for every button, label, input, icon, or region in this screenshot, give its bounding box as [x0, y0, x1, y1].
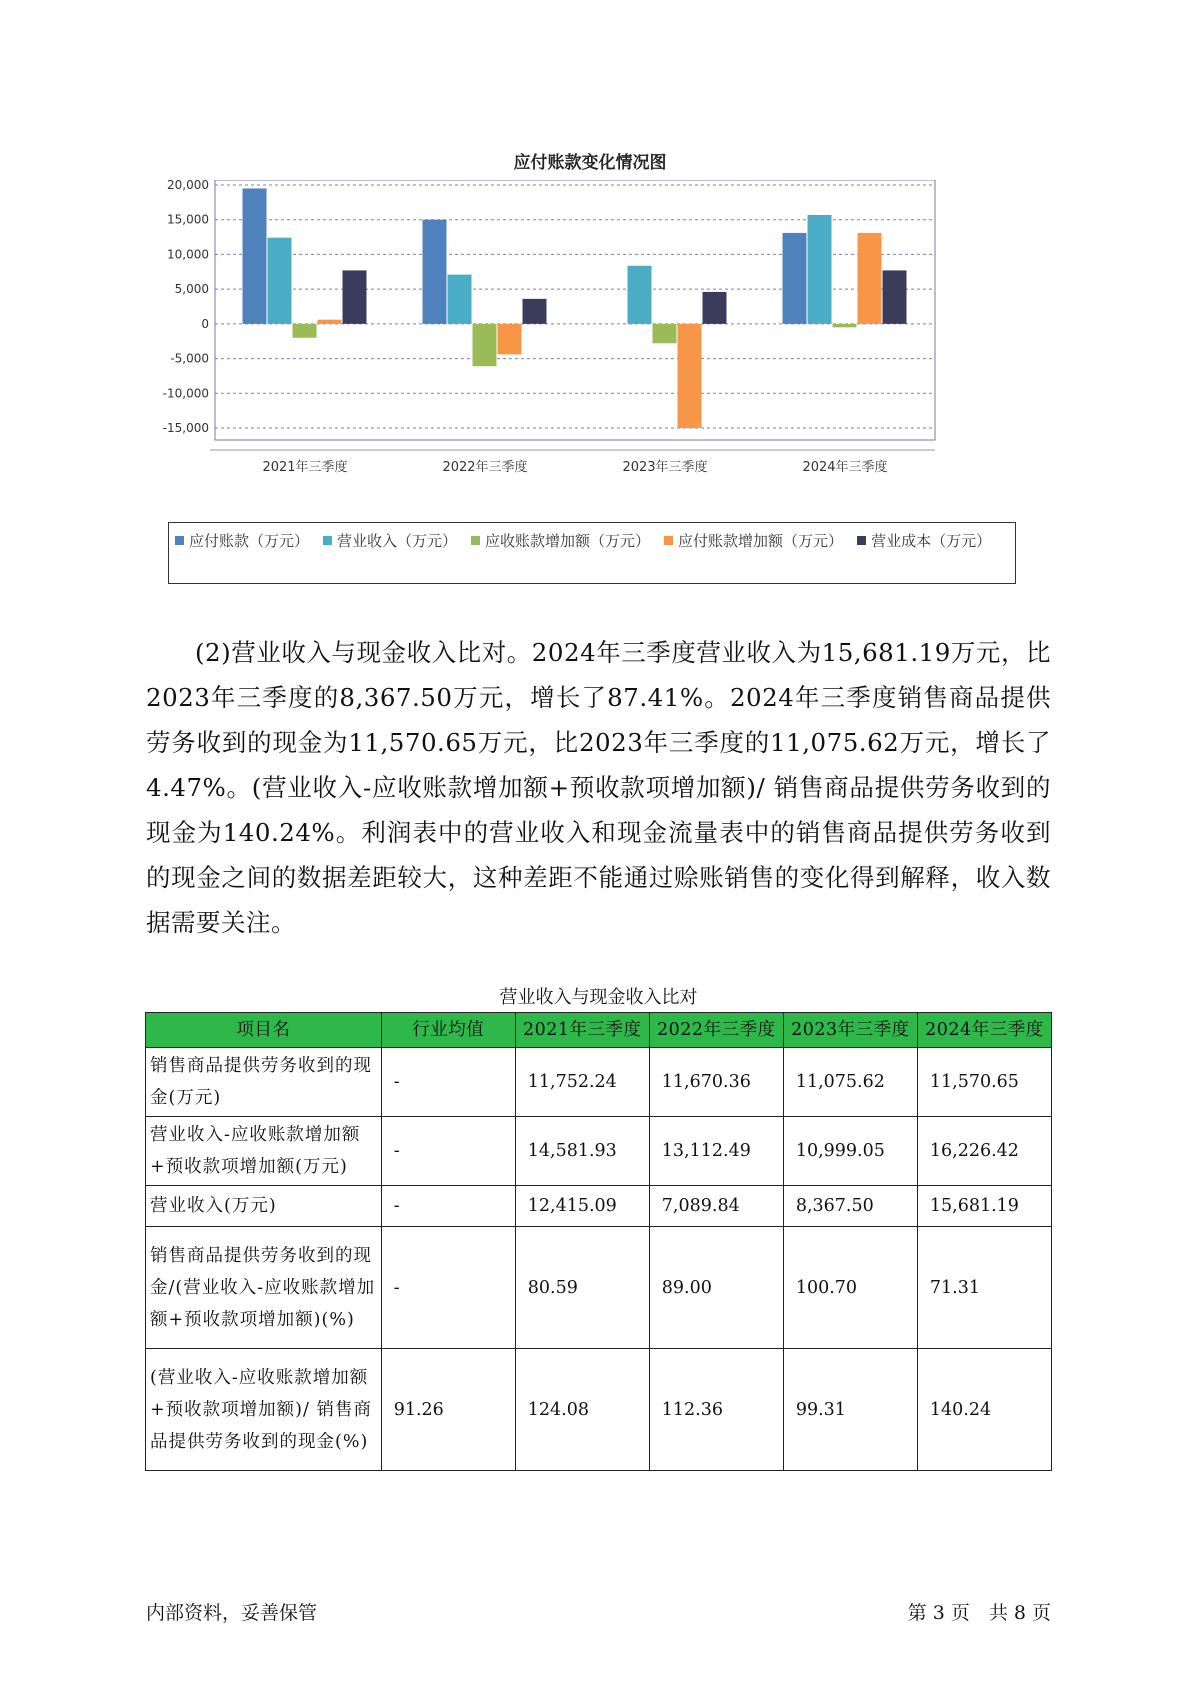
- chart-legend: [168, 522, 1016, 584]
- row-label: 销售商品提供劳务收到的现金(万元): [146, 1048, 382, 1117]
- x-tick-label: 2021年三季度: [262, 460, 348, 475]
- bar: [293, 324, 317, 338]
- table-cell: 11,670.36: [649, 1048, 783, 1117]
- legend-item: [664, 527, 843, 555]
- body-paragraph: [146, 630, 1051, 945]
- table-row: [146, 1227, 1052, 1349]
- table-cell: 16,226.42: [917, 1117, 1051, 1186]
- legend-label: 应付账款（万元）: [189, 532, 310, 550]
- legend-item: [323, 527, 457, 555]
- bar: [703, 292, 727, 324]
- legend-item: [857, 527, 991, 555]
- row-label: (营业收入-应收账款增加额+预收款项增加额)/ 销售商品提供劳务收到的现金(%): [146, 1349, 382, 1471]
- table-cell: 7,089.84: [649, 1186, 783, 1227]
- chart-title: 应付账款变化情况图: [513, 153, 667, 173]
- header-cell: 行业均值: [381, 1013, 515, 1048]
- x-tick-label: 2024年三季度: [802, 460, 888, 475]
- table-row: [146, 1117, 1052, 1186]
- table-row: [146, 1186, 1052, 1227]
- bar: [628, 266, 652, 324]
- legend-swatch: [175, 536, 184, 545]
- legend-label: 应付账款增加额（万元）: [678, 532, 844, 550]
- legend-label: 营业收入（万元）: [337, 532, 458, 550]
- x-tick-label: 2023年三季度: [622, 460, 708, 475]
- bar: [268, 238, 292, 324]
- bar: [883, 270, 907, 323]
- legend-label: 应收账款增加额（万元）: [485, 532, 651, 550]
- bar: [498, 324, 522, 355]
- table-cell: 89.00: [649, 1227, 783, 1349]
- y-tick-label: -10,000: [162, 386, 209, 401]
- table-cell: 124.08: [515, 1349, 649, 1471]
- table-cell: 11,570.65: [917, 1048, 1051, 1117]
- y-tick-label: 0: [201, 316, 209, 331]
- y-tick-label: 5,000: [174, 282, 209, 297]
- table-cell: 71.31: [917, 1227, 1051, 1349]
- bar: [858, 233, 882, 324]
- table-cell: 91.26: [381, 1349, 515, 1471]
- bar: [808, 215, 832, 324]
- table-cell: 11,075.62: [783, 1048, 917, 1117]
- footer-page-number: 第 3 页 共 8 页: [907, 1602, 1051, 1624]
- table-row: [146, 1349, 1052, 1471]
- comparison-table: [145, 1012, 1052, 1471]
- bar: [653, 324, 677, 343]
- table-cell: 80.59: [515, 1227, 649, 1349]
- table-cell: 14,581.93: [515, 1117, 649, 1186]
- bar: [448, 275, 472, 324]
- row-label: 营业收入-应收账款增加额+预收款项增加额(万元): [146, 1117, 382, 1186]
- bar: [473, 324, 497, 366]
- header-cell: 2024年三季度: [917, 1013, 1051, 1048]
- y-tick-label: 15,000: [167, 212, 209, 227]
- table-cell: -: [381, 1186, 515, 1227]
- table-cell: 12,415.09: [515, 1186, 649, 1227]
- chart-plot: [160, 180, 1020, 520]
- legend-item: [471, 527, 650, 555]
- row-label: 销售商品提供劳务收到的现金/(营业收入-应收账款增加额+预收款项增加额)(%): [146, 1227, 382, 1349]
- legend-label: 营业成本（万元）: [871, 532, 992, 550]
- table-cell: -: [381, 1048, 515, 1117]
- paragraph-text: (2)营业收入与现金收入比对。2024年三季度营业收入为15,681.19万元，比2023年三季度的8,367.50万元，增长了87.41%。2024年三季度销售商品提供劳务收到的现金为11,570.65万元，比2023年三季度的11,075.62万元，增长了4.47%。(营业收入-应收账款增加额+预收款项增加额)/ 销售商品提供劳务收到的现金为140.24%。利润表中的营业收入和现金流量表中的销售商品提供劳务收到的现金之间的数据差距较大，这种差距不能通过赊账销售的变化得到解释，收入数据需要关注。: [146, 638, 1051, 937]
- bar: [783, 233, 807, 324]
- bar: [523, 299, 547, 324]
- table-header-row: [146, 1013, 1052, 1048]
- header-cell: 2022年三季度: [649, 1013, 783, 1048]
- y-tick-label: 20,000: [167, 180, 209, 192]
- table-cell: 140.24: [917, 1349, 1051, 1471]
- table-cell: 11,752.24: [515, 1048, 649, 1117]
- bar: [833, 324, 857, 327]
- legend-swatch: [323, 536, 332, 545]
- y-tick-label: -15,000: [162, 421, 209, 435]
- table-cell: 13,112.49: [649, 1117, 783, 1186]
- bar: [678, 324, 702, 428]
- table-cell: 112.36: [649, 1349, 783, 1471]
- legend-swatch: [664, 536, 673, 545]
- table-row: [146, 1048, 1052, 1117]
- header-cell: 项目名: [146, 1013, 382, 1048]
- table-cell: -: [381, 1227, 515, 1349]
- table-cell: 8,367.50: [783, 1186, 917, 1227]
- bar: [343, 270, 367, 323]
- table-cell: 99.31: [783, 1349, 917, 1471]
- bar: [318, 320, 342, 324]
- legend-item: [175, 527, 309, 555]
- x-tick-label: 2022年三季度: [442, 460, 528, 475]
- table-cell: 100.70: [783, 1227, 917, 1349]
- table-caption: 营业收入与现金收入比对: [499, 987, 698, 1008]
- legend-swatch: [857, 536, 866, 545]
- table-cell: 15,681.19: [917, 1186, 1051, 1227]
- chart: [160, 140, 1020, 600]
- row-label: 营业收入(万元): [146, 1186, 382, 1227]
- bar: [243, 188, 267, 323]
- footer-confidential: 内部资料，妥善保管: [146, 1602, 318, 1624]
- y-tick-label: 10,000: [167, 247, 209, 262]
- header-cell: 2021年三季度: [515, 1013, 649, 1048]
- legend-swatch: [471, 536, 480, 545]
- table-cell: 10,999.05: [783, 1117, 917, 1186]
- y-tick-label: -5,000: [170, 351, 209, 366]
- header-cell: 2023年三季度: [783, 1013, 917, 1048]
- bar: [423, 220, 447, 324]
- table-cell: -: [381, 1117, 515, 1186]
